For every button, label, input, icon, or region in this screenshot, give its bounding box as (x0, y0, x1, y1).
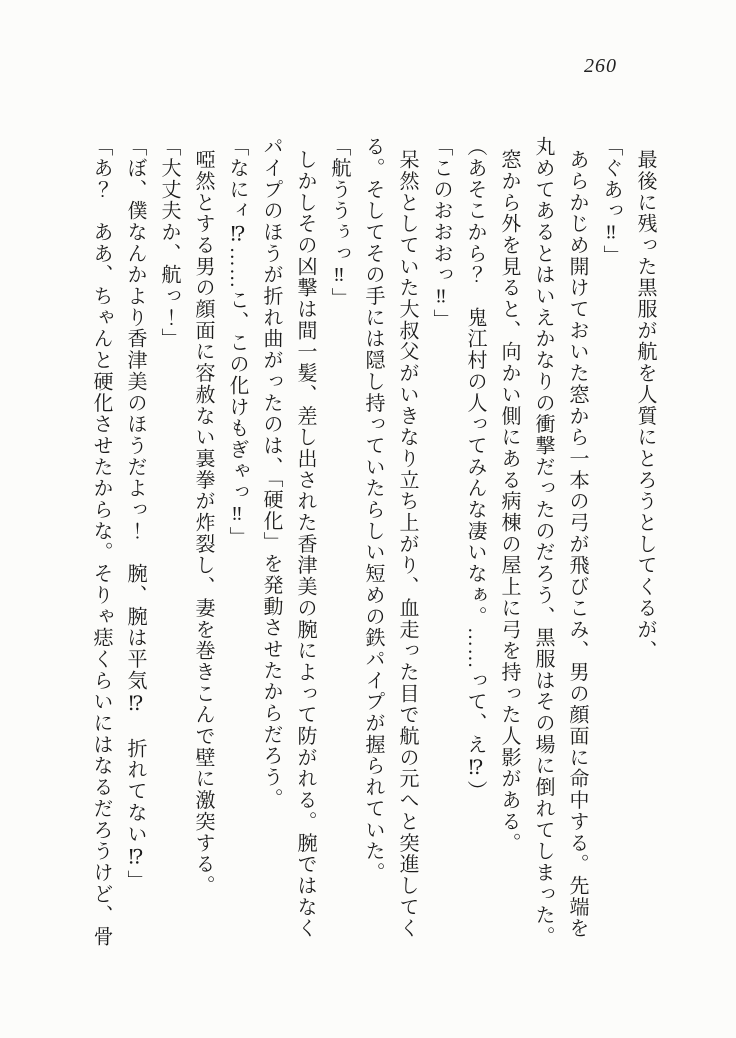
text-column: あらかじめ開けておいた窓から一本の弓が飛びこみ、男の顔面に命中する。先端を (566, 149, 588, 939)
text-column: （あそこから？ 鬼江村の人ってみんな凄いなぁ。……って、え⁉） (464, 136, 486, 802)
text-column: 丸めてあるとはいえかなりの衝撃だったのだろう、黒服はその場に倒れてしまった。 (532, 136, 554, 948)
page-number: 260 (584, 55, 617, 77)
text-column: 啞然とする男の顔面に容赦ない裏拳が炸裂し、妻を巻きこんで壁に激突する。 (192, 149, 214, 897)
text-column: 「なにィ⁉……こ、この化けもぎゃっ‼」 (226, 136, 248, 548)
text-column: 窓から外を見ると、向かい側にある病棟の屋上に弓を持った人影がある。 (498, 149, 520, 854)
text-column: 「このおおおっ‼」 (430, 136, 452, 331)
text-column: パイプのほうが折れ曲がったのは、「硬化」を発動させたからだろう。 (260, 136, 282, 810)
text-column: 「あ？ ああ、ちゃんと硬化させたからな。そりゃ痣くらいにはなるだろうけど、骨 (90, 136, 112, 948)
text-column: 「大丈夫か、航っ！」 (158, 136, 180, 350)
text-column: 「ぼ、僕なんかより香津美のほうだよっ！ 腕、腕は平気⁉ 折れてない⁉」 (124, 136, 146, 892)
text-column: しかしその凶撃は間一髪、差し出された香津美の腕によって防がれる。腕ではなく (294, 149, 316, 939)
text-column: 最後に残った黒服が航を人質にとろうとしてくるが、 (634, 149, 656, 662)
text-column: 「ぐあっ‼」 (600, 136, 622, 267)
text-column: る。そしてその手には隠し持っていたらしい短めの鉄パイプが握られていた。 (362, 136, 384, 884)
vertical-text-block (84, 136, 662, 946)
text-column: 「航ううぅっ‼」 (328, 136, 350, 309)
text-column: 呆然としていた大叔父がいきなり立ち上がり、血走った目で航の元へと突進してく (396, 149, 418, 939)
